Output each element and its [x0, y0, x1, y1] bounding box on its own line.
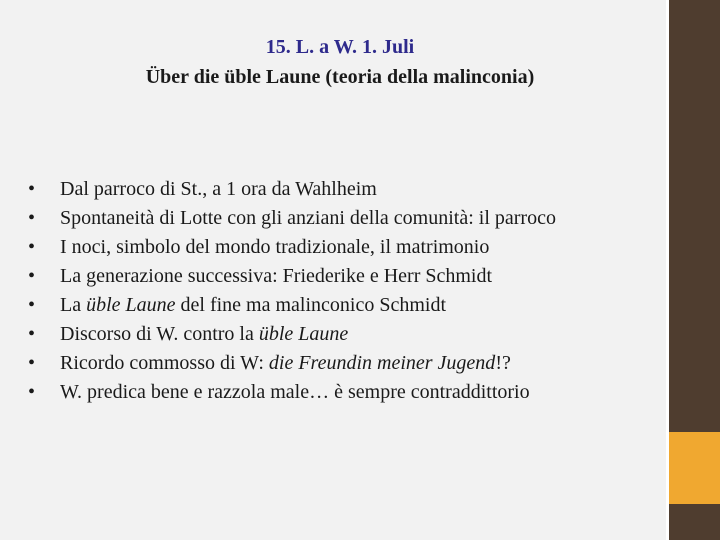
- accent-block: [669, 432, 720, 504]
- bullet-text: Dal parroco di St., a 1 ora da Wahlheim: [60, 178, 377, 200]
- bullet-text-emphasis: üble Laune: [86, 294, 176, 316]
- bullet-list: [28, 175, 636, 407]
- title-subject-line: Über die üble Laune (teoria della malinconia): [145, 66, 535, 88]
- bullet-item: [28, 233, 636, 262]
- bullet-text: Spontaneità di Lotte con gli anziani della comunità: il parroco: [60, 207, 556, 229]
- bullet-icon: •: [28, 381, 36, 403]
- title-date-line: 15. L. a W. 1. Juli: [265, 36, 415, 58]
- bullet-item: [28, 378, 636, 407]
- bullet-icon: •: [28, 352, 36, 374]
- bullet-icon: •: [28, 265, 36, 287]
- bullet-icon: •: [28, 323, 36, 345]
- bullet-text-emphasis: üble Laune: [258, 323, 349, 345]
- bullet-icon: •: [28, 178, 36, 200]
- bullet-text: I noci, simbolo del mondo tradizionale, il matrimonio: [60, 236, 490, 258]
- bullet-text-post: del fine ma malinconico Schmidt: [175, 294, 447, 316]
- bullet-item: [28, 349, 636, 378]
- bullet-icon: •: [28, 294, 36, 316]
- bullet-icon: •: [28, 207, 36, 229]
- bullet-item: [28, 262, 636, 291]
- bullet-text-pre: La: [60, 294, 87, 316]
- bullet-text-pre: Ricordo commosso di W:: [60, 352, 269, 374]
- bullet-text: W. predica bene e razzola male… è sempre contraddittorio: [60, 381, 530, 403]
- bullet-text: La generazione successiva: Friederike e Herr Schmidt: [60, 265, 493, 287]
- bullet-item: [28, 175, 636, 204]
- bullet-item: [28, 320, 636, 349]
- bullet-text-post: !?: [495, 352, 511, 374]
- bullet-item: [28, 204, 636, 233]
- bullet-text-emphasis: die Freundin meiner Jugend: [268, 352, 496, 374]
- bullet-text-pre: Discorso di W. contro la: [60, 323, 259, 345]
- bullet-icon: •: [28, 236, 36, 258]
- slide-title: [60, 32, 620, 92]
- bullet-item: [28, 291, 636, 320]
